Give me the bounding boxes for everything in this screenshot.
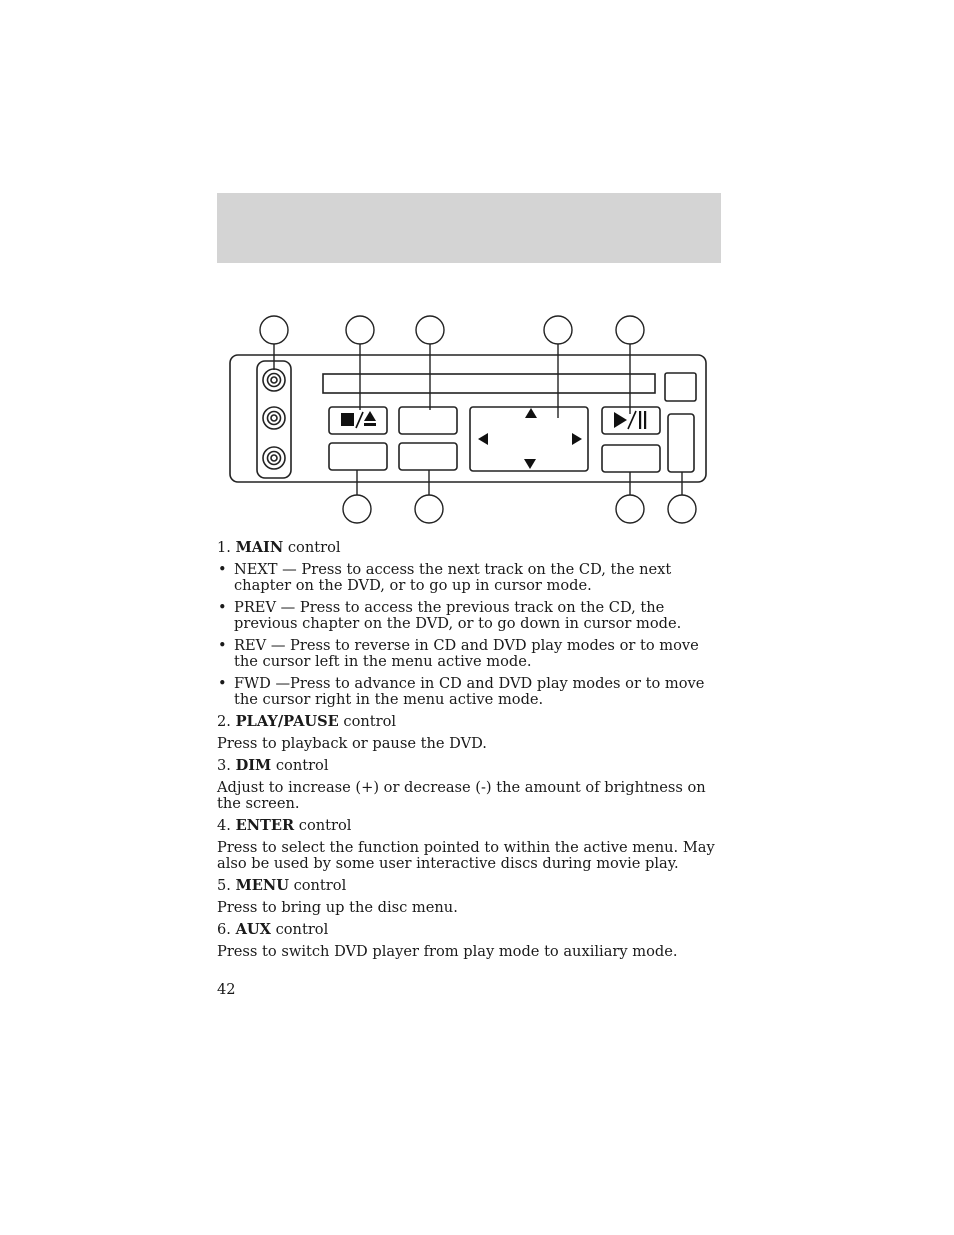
indicator-square (665, 373, 696, 401)
cursor-arrows (478, 408, 582, 469)
section-heading-aux: 6. AUX control (217, 921, 329, 938)
stop-eject-button (329, 407, 387, 434)
callout-circle-top-2 (346, 316, 374, 344)
control-name: MENU (235, 877, 289, 894)
control-name: DIM (235, 757, 272, 774)
section-description: Press to select the function pointed to within the active menu. May also be used by some user interactive discs during movie play. (217, 839, 715, 872)
arrow-right-icon (572, 433, 582, 445)
aux-tall-button (668, 414, 694, 472)
section-heading-dim: 3. DIM control (217, 757, 329, 774)
callout-circle-bottom-1 (343, 495, 371, 523)
callout-circle-top-4 (544, 316, 572, 344)
list-item: • FWD —Press to advance in CD and DVD play modes or to move the cursor right in the menu active mode. (218, 675, 705, 708)
section-heading-main: 1. MAIN control (217, 539, 341, 556)
stop-eject-icon (341, 411, 376, 428)
control-name: PLAY/PAUSE (235, 713, 339, 730)
section-heading-enter: 4. ENTER control (217, 817, 352, 834)
button-bottom-3 (602, 445, 660, 472)
audio-jack-1 (263, 369, 285, 391)
callout-circle-top-5 (616, 316, 644, 344)
control-name: AUX (235, 921, 271, 938)
control-name: MAIN (235, 539, 284, 556)
list-item: • NEXT — Press to access the next track on the CD, the next chapter on the DVD, or to go up in cursor mode. (218, 561, 672, 594)
audio-jack-3 (263, 447, 285, 469)
section-description: Adjust to increase (+) or decrease (-) the amount of brightness on the screen. (217, 779, 706, 812)
arrow-up-icon (525, 408, 537, 418)
callout-circle-top-3 (416, 316, 444, 344)
manual-text (217, 540, 717, 966)
dvd-control-panel-diagram (0, 0, 954, 540)
section-description: Press to bring up the disc menu. (217, 899, 458, 916)
callout-circle-bottom-3 (616, 495, 644, 523)
callout-circle-bottom-2 (415, 495, 443, 523)
control-name: ENTER (235, 817, 295, 834)
section-heading-menu: 5. MENU control (217, 877, 347, 894)
page-number: 42 (217, 981, 236, 998)
arrow-left-icon (478, 433, 488, 445)
callout-circle-bottom-4 (668, 495, 696, 523)
button-top-2 (399, 407, 457, 434)
callout-circle-top-1 (260, 316, 288, 344)
section-description: Press to switch DVD player from play mode to auxiliary mode. (217, 943, 678, 960)
button-bottom-1 (329, 443, 387, 470)
disc-slot (323, 374, 655, 393)
list-item: • REV — Press to reverse in CD and DVD play modes or to move the cursor left in the menu active mode. (218, 637, 699, 670)
button-bottom-2 (399, 443, 457, 470)
section-description: Press to playback or pause the DVD. (217, 735, 487, 752)
list-item: • PREV — Press to access the previous track on the CD, the previous chapter on the DVD, or to go down in cursor mode. (218, 599, 682, 632)
arrow-down-icon (524, 459, 536, 469)
section-heading-play-pause: 2. PLAY/PAUSE control (217, 713, 397, 730)
audio-jack-2 (263, 407, 285, 429)
